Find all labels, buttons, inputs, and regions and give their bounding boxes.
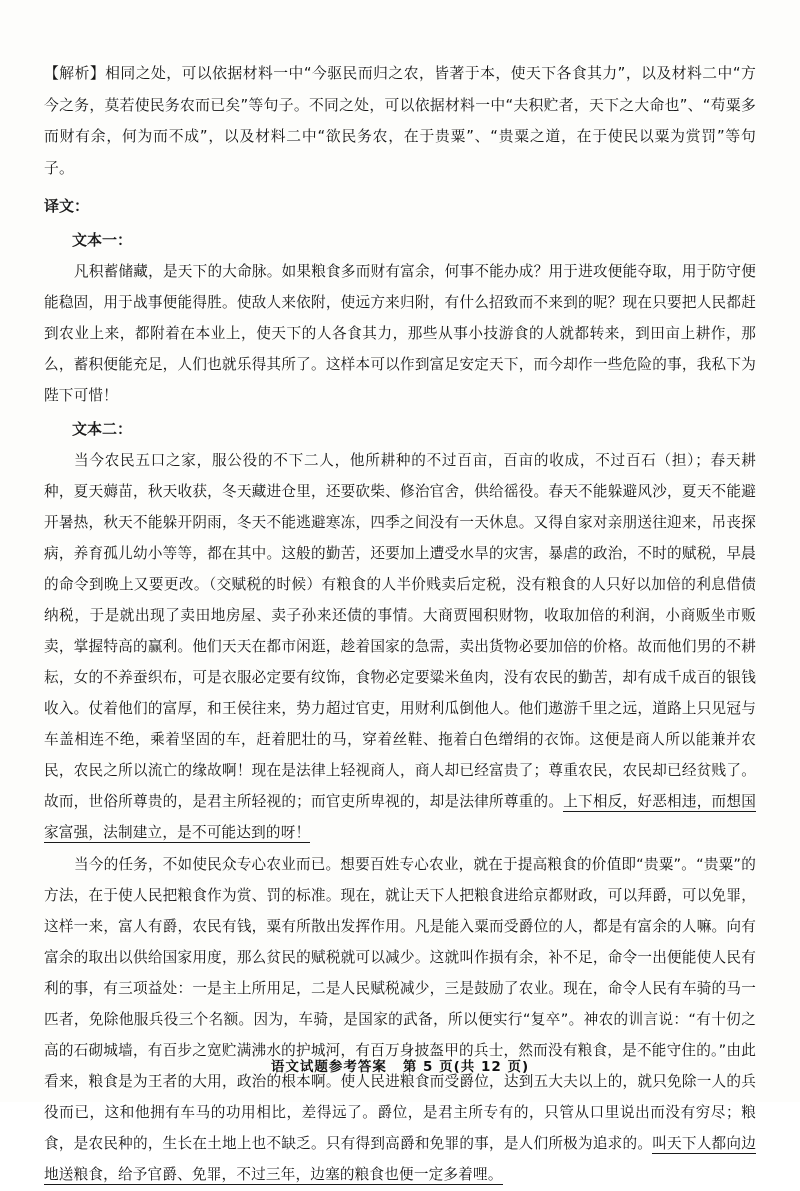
translation-label: 译文： (44, 197, 90, 215)
analysis-text: 相同之处，可以依据材料一中“今驱民而归之农，皆著于本，使天下各食其力”，以及材料二中“方今之务，莫若使民务农而已矣”等句子。不同之处，可以依据材料一中“夫积贮者，天下之大命也”、“苟粟多而财有余，何为而不成”，以及材料二中“欲民务农，在于贵粟”、“贵粟之道，在于使民以粟为赏罚”等句子。 (44, 65, 756, 177)
document-content (44, 58, 756, 1191)
footer-page-number: 第 5 页(共 12 页) (402, 1059, 530, 1075)
text-two-heading: 文本二： (72, 420, 133, 438)
analysis-paragraph (44, 58, 756, 184)
text-two-underlined-sentence-1: 上下相反，好恶相违，而想国家富强，法制建立，是不可能达到的呀！ (44, 793, 756, 841)
text-two-part2-text: 当今的任务，不如使民众专心农业而已。想要百姓专心农业，就在于提高粮食的价值即“贵粟”。“贵粟”的方法，在于使人民把粮食作为赏、罚的标准。现在，就让天下人把粮食进给京都财政，可以拜爵，可以免罪，这样一来，富人有爵，农民有钱，粟有所散出发挥作用。凡是能入粟而受爵位的人，都是有富余的人嘛。向有富余的取出以供给国家用度，那么贫民的赋税就可以减少。这就叫作损有余，补不足，命令一出便能使人民有利的事，有三项益处：一是主上所用足，二是人民赋税减少，三是鼓励了农业。现在，命令人民有车骑的马一匹者，免除他服兵役三个名额。因为，车骑，是国家的武备，所以便实行“复卒”。神农的训言说：“有十仞之高的石砌城墙，有百步之宽贮满沸水的护城河，有百万身披盔甲的兵士，然而没有粮食，是不能守住的。”由此看来，粮食是为王者的大用，政治的根本啊。使人民进粮食而受爵位，达到五大夫以上的，就只免除一人的兵役而已，这和他拥有车马的功用相比，差得远了。爵位，是君主所专有的，只管从口里说出而没有穷尽；粮食，是农民种的，生长在土地上也不缺乏。只有得到高爵和免罪的事，是人们所极为追求的。 (44, 856, 756, 1152)
text-one-heading: 文本一： (72, 231, 133, 249)
text-two-body-part-one (44, 445, 756, 848)
page-footer (0, 1055, 800, 1075)
text-two-part1-text: 当今农民五口之家，服公役的不下二人，他所耕种的不过百亩，百亩的收成，不过百石（担）；春天耕种，夏天薅苗，秋天收获，冬天藏进仓里，还要砍柴、修治官舍，供给徭役。春天不能躲避风沙，夏天不能避开暑热，秋天不能躲开阴雨，冬天不能逃避寒冻，四季之间没有一天休息。又得自家对亲朋送往迎来，吊丧探病，养育孤儿幼小等等，都在其中。这般的勤苦，还要加上遭受水旱的灾害，暴虐的政治，不时的赋税，早晨的命令到晚上又要更改。（交赋税的时候）有粮食的人半价贱卖后定税，没有粮食的人只好以加倍的利息借债纳税，于是就出现了卖田地房屋、卖子孙来还债的事情。大商贾囤积财物，收取加倍的利润，小商贩坐市贩卖，掌握特高的赢利。他们天天在都市闲逛，趁着国家的急需，卖出货物必要加倍的价格。故而他们男的不耕耘，女的不养蚕织布，可是衣服必定要有纹饰，食物必定要粱米鱼肉，没有农民的勤苦，却有成千成百的银钱收入。仗着他们的富厚，和王侯往来，势力超过官吏，用财利瓜倒他人。他们遨游千里之远，道路上只见冠与车盖相连不绝，乘着坚固的车，赶着肥壮的马，穿着丝鞋、拖着白色缯绢的衣饰。这便是商人所以能兼并农民，农民之所以流亡的缘故啊！现在是法律上轻视商人，商人却已经富贵了；尊重农民，农民却已经贫贱了。故而，世俗所尊贵的，是君主所轻视的；而官吏所卑视的，却是法律所尊重的。 (44, 452, 756, 810)
text-one-body: 凡积蓄储藏，是天下的大命脉。如果粮食多而财有富余，何事不能办成？用于进攻便能夺取，用于防守便能稳固，用于战事便能得胜。使敌人来依附，使远方来归附，有什么招致而不来到的呢？现在只要把人民都赶到农业上来，都附着在本业上，使天下的人各食其力，那些从事小技游食的人就都转来，到田亩上耕作，那么，蓄积便能充足，人们也就乐得其所了。这样本可以作到富足安定天下，而今却作一些危险的事，我私下为陛下可惜！ (44, 263, 756, 404)
analysis-prefix: 【解析】 (44, 65, 106, 82)
footer-title: 语文试题参考答案 (270, 1059, 387, 1075)
text-two-body-part-two (44, 849, 756, 1190)
text-two-underlined-sentence-2: 叫天下人都向边地送粮食，给予官爵、免罪，不过三年，边塞的粮食也便一定多着哩。 (44, 1135, 756, 1183)
